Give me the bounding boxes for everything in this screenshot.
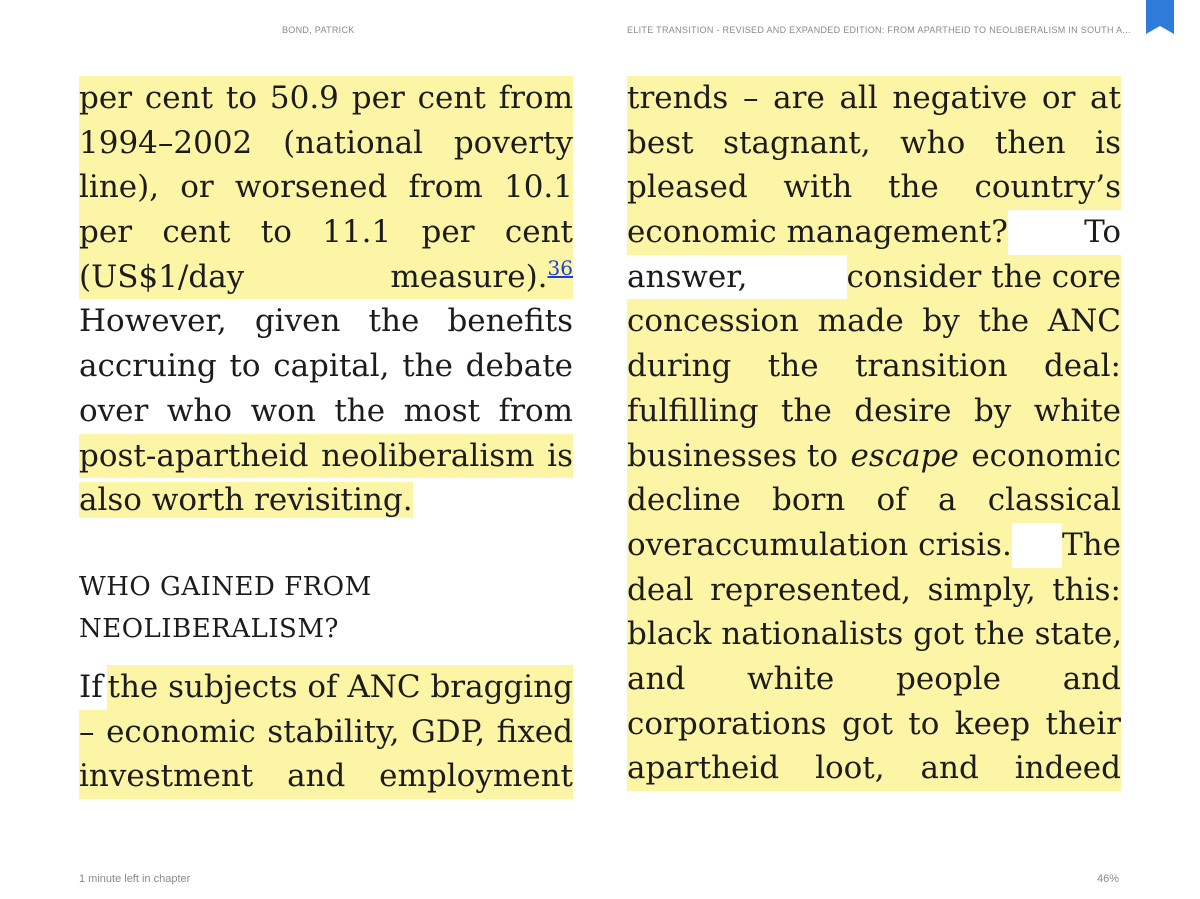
text-line: during the transition deal:: [627, 344, 1121, 389]
text-line: corporations got to keep their: [627, 702, 1121, 747]
book-title-header: ELITE TRANSITION - REVISED AND EXPANDED EDITION: FROM APARTHEID TO NEOLIBERALISM IN SOUTH A...: [627, 25, 1131, 35]
heading-line: WHO GAINED FROM: [79, 572, 372, 602]
text-line: businesses to escape economic: [627, 434, 1121, 479]
time-left-in-chapter: 1 minute left in chapter: [79, 873, 191, 885]
text-line: per cent to 11.1 per cent: [79, 210, 573, 255]
text-line: However, given the benefits: [79, 303, 573, 340]
text-line: line), or worsened from 10.1: [79, 165, 573, 210]
text-line: best stagnant, who then is: [627, 121, 1121, 166]
reading-progress: 46%: [1097, 873, 1120, 885]
section-heading: [79, 566, 573, 650]
text-line: per cent to 50.9 per cent from: [79, 76, 573, 121]
text-line: concession made by the ANC: [627, 299, 1121, 344]
text-line: investment and employment: [79, 754, 573, 799]
text-line: If the subjects of ANC bragging: [79, 665, 573, 710]
right-page-text: [627, 76, 1121, 791]
text-line: pleased with the country’s: [627, 165, 1121, 210]
text-line: and white people and: [627, 657, 1121, 702]
heading-line: NEOLIBERALISM?: [79, 614, 339, 644]
text-line: overaccumulation crisis. The: [627, 523, 1121, 568]
text-line: black nationalists got the state,: [627, 612, 1121, 657]
author-header: BOND, PATRICK: [282, 25, 355, 35]
left-page-text: [79, 76, 573, 523]
left-page-text-bottom: [79, 665, 573, 799]
text-line: deal represented, simply, this:: [627, 568, 1121, 613]
text-line: post-apartheid neoliberalism is: [79, 434, 573, 479]
text-line: answer, consider the core: [627, 255, 1121, 300]
text-line: (US$1/day measure).$^{36}$: [79, 255, 573, 300]
text-line: – economic stability, GDP, fixed: [79, 710, 573, 755]
text-line: accruing to capital, the debate: [79, 348, 573, 385]
bookmark-icon[interactable]: [1146, 0, 1174, 34]
text-line: decline born of a classical: [627, 478, 1121, 523]
text-line: over who won the most from: [79, 392, 573, 429]
text-line: 1994–2002 (national poverty: [79, 121, 573, 166]
text-line: apartheid loot, and indeed: [627, 746, 1121, 791]
text-line: fulfilling the desire by white: [627, 389, 1121, 434]
text-line: trends – are all negative or at: [627, 76, 1121, 121]
footnote-link[interactable]: 36: [547, 255, 573, 280]
text-line: also worth revisiting.: [79, 482, 413, 519]
text-line: economic management? To: [627, 210, 1121, 255]
